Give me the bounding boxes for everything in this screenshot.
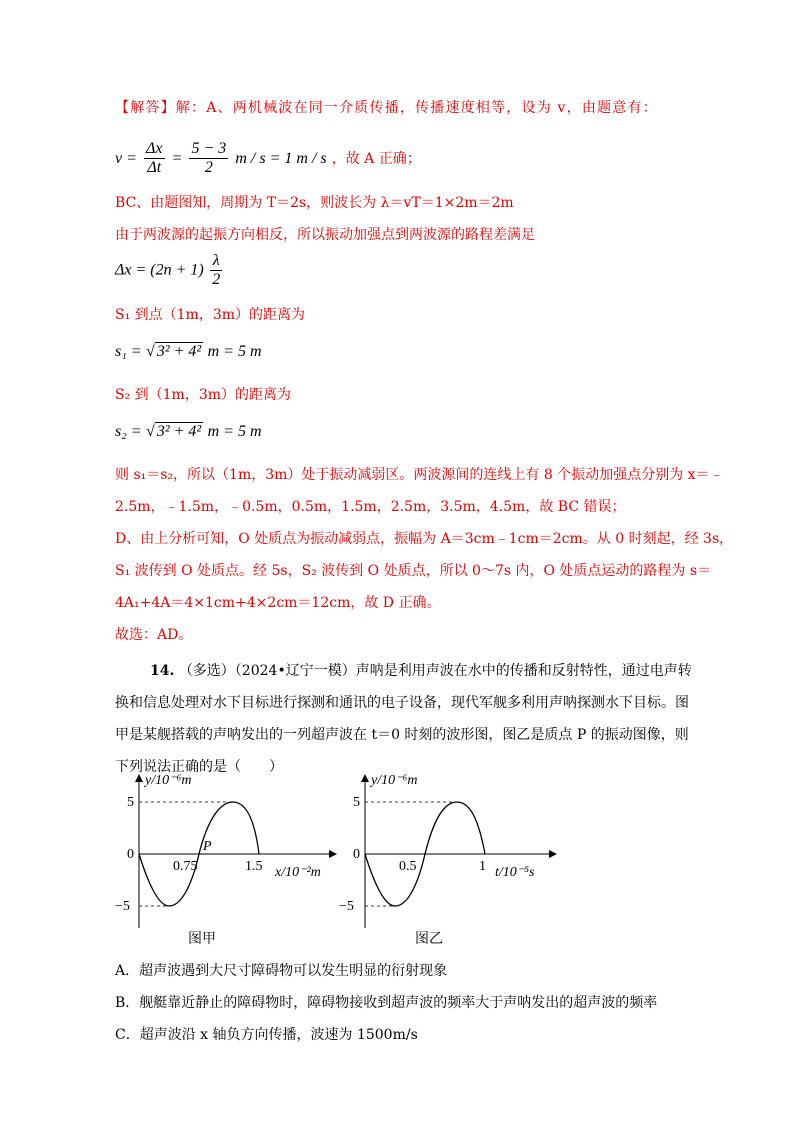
graph-a-x-mid: 0.75 bbox=[173, 859, 198, 874]
question-number: 14. bbox=[150, 663, 175, 679]
option-b: B．舰艇靠近静止的障碍物时，障碍物接收到超声波的频率大于声呐发出的超声波的频率 bbox=[115, 995, 658, 1011]
graph-a-caption: 图甲 bbox=[188, 931, 216, 947]
graph-b bbox=[335, 770, 565, 940]
question-line-2: 换和信息处理对水下目标进行探测和通讯的电子设备，现代军舰多利用声呐探测水下目标。图 bbox=[115, 695, 689, 711]
question-line-4: 下列说法正确的是（ ） bbox=[115, 759, 283, 775]
formula-v: v = $\frac{\Delta x}{\Delta t}$ = $\frac{5 - 3}{2}$ m / s = 1 m / s ，故 A 正确； bbox=[115, 140, 421, 176]
graph-b-caption: 图乙 bbox=[415, 931, 443, 947]
option-a: A．超声波遇到大尺寸障碍物可以发生明显的衍射现象 bbox=[115, 963, 448, 979]
d-line-3: 4A₁+4A＝4×1cm+4×2cm＝12cm，故 D 正确。 bbox=[115, 595, 441, 611]
graph-a-xlabel: x/10⁻²m bbox=[275, 865, 321, 880]
bc-line: BC、由题图知，周期为 T＝2s，则波长为 λ＝vT＝1×2m＝2m bbox=[115, 195, 514, 211]
option-c: C．超声波沿 x 轴负方向传播，波速为 1500m/s bbox=[115, 1027, 418, 1043]
graph-a bbox=[115, 770, 345, 940]
s1-to-point: S₁ 到点（1m，3m）的距离为 bbox=[115, 307, 306, 323]
graph-b-x-mid: 0.5 bbox=[399, 859, 417, 874]
s2-to-point: S₂ 到（1m，3m）的距离为 bbox=[115, 387, 292, 403]
graph-a-y-zero: 0 bbox=[127, 847, 134, 862]
formula-dx: Δx = (2n + 1) $\frac{\lambda}{2}$ bbox=[115, 252, 221, 288]
graph-b-y-neg: −5 bbox=[339, 899, 354, 914]
conclusion-line-2: 2.5m，﹣1.5m，﹣0.5m，0.5m，1.5m，2.5m，3.5m，4.5m，故 BC 错误； bbox=[115, 499, 626, 515]
graph-a-y-neg: −5 bbox=[115, 899, 130, 914]
graph-b-y-pos: 5 bbox=[353, 795, 360, 810]
phase-line: 由于两波源的起振方向相反，所以振动加强点到两波源的路程差满足 bbox=[115, 227, 535, 243]
graph-b-x-end: 1 bbox=[479, 859, 486, 874]
answer-line: 故选：AD。 bbox=[115, 627, 193, 643]
graph-a-ylabel: y/10⁻⁶m bbox=[145, 773, 192, 788]
conclusion-line-1: 则 s₁＝s₂，所以（1m，3m）处于振动减弱区。两波源间的连线上有 8 个振动加强点分别为 x＝﹣ bbox=[115, 467, 724, 483]
d-line-2: S₁ 波传到 O 处质点。经 5s，S₂ 波传到 O 处质点，所以 0～7s 内，O 处质点运动的路程为 s＝ bbox=[115, 563, 712, 579]
graph-b-xlabel: t/10⁻⁵s bbox=[495, 865, 535, 880]
graph-b-y-zero: 0 bbox=[353, 847, 360, 862]
graph-b-ylabel: y/10⁻⁶m bbox=[371, 773, 418, 788]
graph-a-y-pos: 5 bbox=[127, 795, 134, 810]
graph-a-x-end: 1.5 bbox=[245, 859, 263, 874]
formula-s1: s₁ = √ 3² + 4² m = 5 m bbox=[115, 343, 262, 360]
question-line-3: 甲是某舰搭载的声呐发出的一列超声波在 t＝0 时刻的波形图，图乙是质点 P 的振动图像，则 bbox=[115, 727, 689, 743]
formula-s2: s₂ = √ 3² + 4² m = 5 m bbox=[115, 423, 262, 440]
question-line-1: 14. （多选）（2024•辽宁一模）声呐是利用声波在水中的传播和反射特性，通过电声转 bbox=[150, 663, 692, 679]
d-line-1: D、由上分析可知，O 处质点为振动减弱点，振幅为 A＝3cm﹣1cm＝2cm。从 0 时刻起，经 3s， bbox=[115, 531, 734, 547]
graph-a-point: P bbox=[203, 839, 212, 854]
solution-header: 【解答】解：A、两机械波在同一介质传播，传播速度相等，设为 v，由题意有： bbox=[115, 100, 658, 116]
